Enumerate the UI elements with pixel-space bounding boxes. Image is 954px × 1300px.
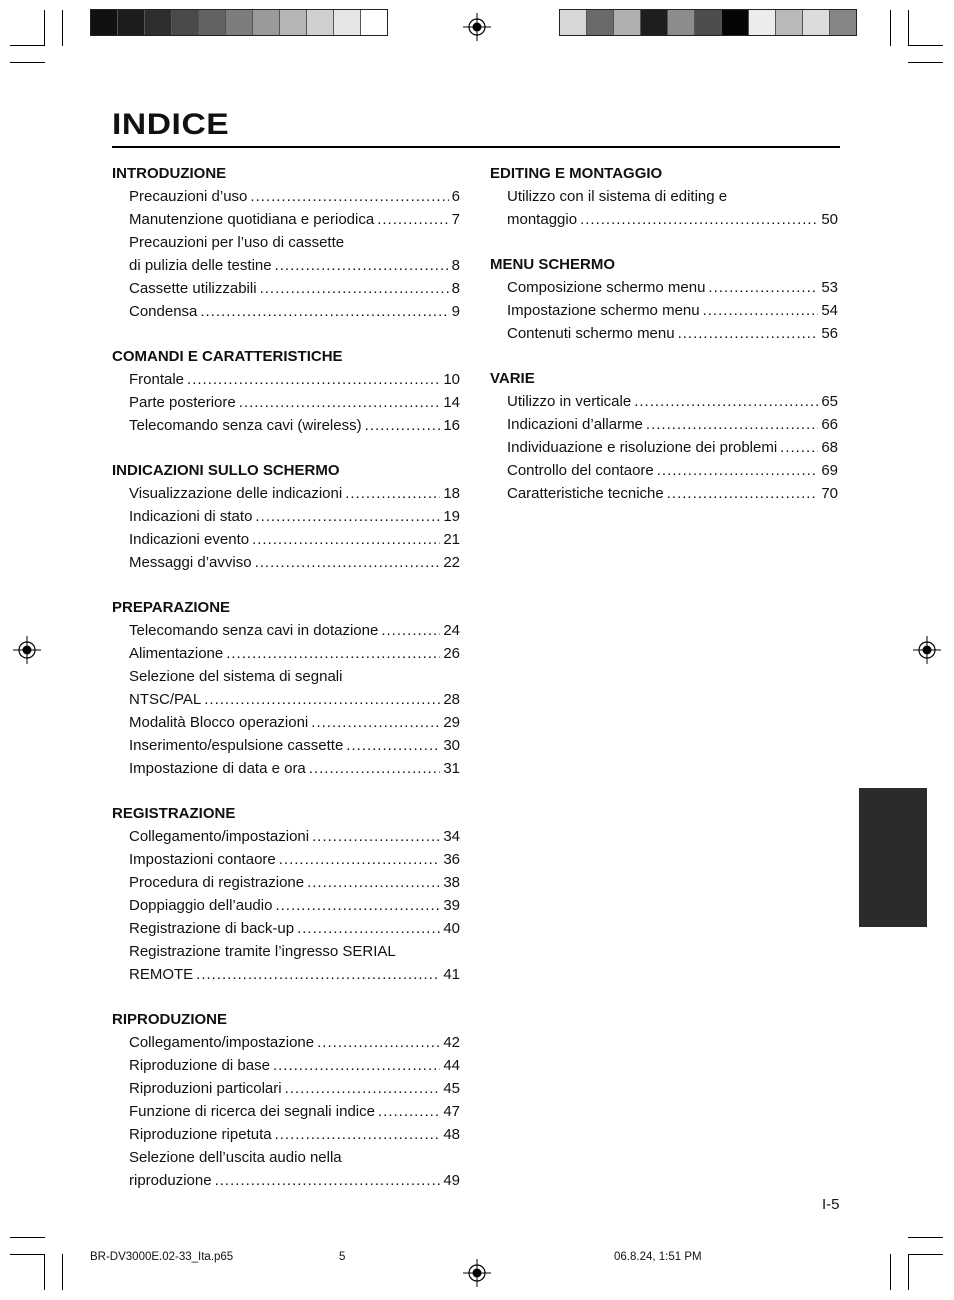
toc-entry-page: 70	[821, 485, 838, 502]
toc-section	[490, 367, 838, 505]
dot-leader	[657, 459, 819, 482]
dot-leader	[204, 688, 440, 711]
toc-entry-page: 38	[443, 874, 460, 891]
dot-leader	[309, 757, 441, 780]
dot-leader	[275, 894, 440, 917]
toc-entry-text: Selezione dell’uscita audio nella	[129, 1149, 342, 1166]
toc-entry-text: Caratteristiche tecniche	[507, 485, 664, 502]
toc-entry-page: 30	[443, 737, 460, 754]
dot-leader	[646, 413, 818, 436]
toc-entry[interactable]	[112, 642, 460, 665]
color-calibration-bar-right	[559, 9, 857, 36]
color-swatch	[280, 10, 307, 35]
registration-mark-icon	[13, 636, 41, 664]
toc-entry[interactable]	[490, 322, 838, 345]
toc-entry-page: 47	[443, 1103, 460, 1120]
toc-entry-text: Visualizzazione delle indicazioni	[129, 485, 343, 502]
dot-leader	[678, 322, 819, 345]
dot-leader	[196, 963, 440, 986]
toc-entry[interactable]	[112, 1031, 460, 1054]
toc-entry-text: Selezione del sistema di segnali	[129, 668, 343, 685]
toc-entry-page: 44	[443, 1057, 460, 1074]
crop-mark	[908, 10, 909, 46]
toc-entry-page: 29	[443, 714, 460, 731]
toc-entry-text: Condensa	[129, 303, 198, 320]
toc-entry[interactable]	[490, 390, 838, 413]
dot-leader	[187, 368, 440, 391]
toc-section	[112, 162, 460, 323]
toc-entry[interactable]	[112, 825, 460, 848]
crop-mark	[890, 10, 891, 46]
crop-mark	[908, 1254, 909, 1290]
toc-entry-page: 42	[443, 1034, 460, 1051]
color-swatch	[803, 10, 830, 35]
toc-entry[interactable]	[112, 963, 460, 986]
color-swatch	[587, 10, 614, 35]
toc-entry-page: 68	[821, 439, 838, 456]
toc-entry-page: 26	[443, 645, 460, 662]
section-title: INDICAZIONI SULLO SCHERMO	[112, 462, 340, 479]
footer-page: 5	[339, 1251, 346, 1263]
toc-entry[interactable]	[112, 711, 460, 734]
toc-entry[interactable]	[112, 1123, 460, 1146]
section-title: COMANDI E CARATTERISTICHE	[112, 348, 343, 365]
toc-entry-text: Parte posteriore	[129, 394, 236, 411]
toc-entry-page: 18	[443, 485, 460, 502]
toc-entry-page: 36	[443, 851, 460, 868]
toc-entry-text: Riproduzioni particolari	[129, 1080, 282, 1097]
toc-section	[112, 802, 460, 986]
toc-entry[interactable]	[112, 528, 460, 551]
toc-entry-page: 10	[443, 371, 460, 388]
toc-entry-text: Impostazione schermo menu	[507, 302, 700, 319]
dot-leader	[239, 391, 441, 414]
crop-mark	[908, 45, 943, 46]
toc-entry[interactable]	[112, 757, 460, 780]
dot-leader	[279, 848, 441, 871]
toc-entry-text: Telecomando senza cavi in dotazione	[129, 622, 379, 639]
dot-leader	[377, 208, 448, 231]
toc-entry-page: 31	[443, 760, 460, 777]
color-swatch	[307, 10, 334, 35]
color-swatch	[91, 10, 118, 35]
toc-section	[112, 459, 460, 574]
toc-entry-page: 45	[443, 1080, 460, 1097]
dot-leader	[703, 299, 819, 322]
dot-leader	[275, 1123, 441, 1146]
color-swatch	[749, 10, 776, 35]
color-swatch	[226, 10, 253, 35]
color-swatch	[118, 10, 145, 35]
crop-mark	[10, 1237, 45, 1238]
color-swatch	[668, 10, 695, 35]
color-swatch	[722, 10, 749, 35]
toc-entry-text: Registrazione tramite l’ingresso SERIAL	[129, 943, 396, 960]
dot-leader	[634, 390, 818, 413]
section-tab	[859, 788, 927, 927]
toc-entry-text: riproduzione	[129, 1172, 212, 1189]
toc-entry-text: Indicazioni d’allarme	[507, 416, 643, 433]
dot-leader	[297, 917, 440, 940]
dot-leader	[255, 505, 440, 528]
toc-entry[interactable]	[112, 848, 460, 871]
toc-right-column	[490, 162, 838, 527]
color-swatch	[334, 10, 361, 35]
toc-section	[112, 596, 460, 780]
toc-entry-page: 69	[821, 462, 838, 479]
toc-entry-text: Registrazione di back-up	[129, 920, 295, 937]
toc-entry[interactable]	[112, 277, 460, 300]
toc-entry[interactable]	[490, 436, 838, 459]
crop-mark	[44, 10, 45, 46]
dot-leader	[381, 619, 440, 642]
section-title: PREPARAZIONE	[112, 599, 231, 616]
toc-entry-page: 14	[443, 394, 460, 411]
toc-entry-text: Contenuti schermo menu	[507, 325, 675, 342]
dot-leader	[312, 825, 440, 848]
toc-entry[interactable]	[112, 185, 460, 208]
color-swatch	[614, 10, 641, 35]
color-swatch	[560, 10, 587, 35]
page-title: INDICE	[112, 108, 230, 141]
color-swatch	[830, 10, 856, 35]
dot-leader	[215, 1169, 441, 1192]
toc-entry-text: Messaggi d’avviso	[129, 554, 252, 571]
toc-entry[interactable]	[490, 276, 838, 299]
dot-leader	[378, 1100, 440, 1123]
toc-entry-text: Alimentazione	[129, 645, 224, 662]
toc-entry-text: Riproduzione ripetuta	[129, 1126, 272, 1143]
toc-entry-page: 54	[821, 302, 838, 319]
color-swatch	[695, 10, 722, 35]
toc-left-column	[112, 162, 460, 1214]
crop-mark	[10, 1254, 45, 1255]
toc-entry[interactable]	[112, 734, 460, 757]
section-title: INTRODUZIONE	[112, 165, 227, 182]
registration-mark-icon	[913, 636, 941, 664]
toc-entry-page: 16	[443, 417, 460, 434]
crop-mark	[10, 62, 45, 63]
toc-entry-page: 9	[451, 303, 460, 320]
toc-entry[interactable]	[490, 459, 838, 482]
dot-leader	[226, 642, 440, 665]
toc-entry[interactable]	[490, 208, 838, 231]
toc-entry[interactable]	[112, 551, 460, 574]
toc-entry[interactable]	[112, 208, 460, 231]
toc-entry-text: Controllo del contaore	[507, 462, 654, 479]
toc-entry[interactable]	[112, 300, 460, 323]
dot-leader	[307, 871, 440, 894]
dot-leader	[250, 185, 448, 208]
toc-entry-page: 34	[443, 828, 460, 845]
dot-leader	[780, 436, 818, 459]
toc-entry-page: 28	[443, 691, 460, 708]
color-swatch	[253, 10, 280, 35]
color-calibration-bar-left	[90, 9, 388, 36]
footer-date: 06.8.24, 1:51 PM	[614, 1251, 702, 1263]
toc-entry-text: Funzione di ricerca dei segnali indice	[129, 1103, 375, 1120]
toc-entry-text: montaggio	[507, 211, 578, 228]
dot-leader	[346, 734, 440, 757]
toc-entry-text: Indicazioni di stato	[129, 508, 253, 525]
toc-entry-text: Utilizzo con il sistema di editing e	[507, 188, 728, 205]
toc-entry[interactable]	[112, 368, 460, 391]
toc-entry-text: Modalità Blocco operazioni	[129, 714, 309, 731]
toc-entry[interactable]	[112, 871, 460, 894]
color-swatch	[641, 10, 668, 35]
toc-entry[interactable]	[112, 894, 460, 917]
title-rule	[112, 146, 840, 148]
toc-entry-text: Indicazioni evento	[129, 531, 250, 548]
dot-leader	[311, 711, 440, 734]
toc-entry[interactable]	[112, 1077, 460, 1100]
toc-entry-page: 8	[451, 257, 460, 274]
toc-section	[112, 345, 460, 437]
toc-entry-page: 48	[443, 1126, 460, 1143]
toc-entry-page: 66	[821, 416, 838, 433]
page-number: I-5	[822, 1196, 840, 1213]
toc-entry[interactable]	[112, 1169, 460, 1192]
toc-entry-text: Impostazione di data e ora	[129, 760, 306, 777]
footer-file: BR-DV3000E.02-33_Ita.p65	[90, 1251, 234, 1263]
crop-mark	[890, 1254, 891, 1290]
toc-entry[interactable]	[490, 413, 838, 436]
toc-entry[interactable]	[112, 1054, 460, 1077]
toc-entry-page: 8	[451, 280, 460, 297]
dot-leader	[275, 254, 449, 277]
toc-entry-text: di pulizia delle testine	[129, 257, 272, 274]
toc-entry-text: Telecomando senza cavi (wireless)	[129, 417, 362, 434]
toc-entry[interactable]	[490, 482, 838, 505]
toc-entry-page: 7	[451, 211, 460, 228]
toc-entry-text: Inserimento/espulsione cassette	[129, 737, 344, 754]
toc-entry-page: 39	[443, 897, 460, 914]
toc-entry-text: NTSC/PAL	[129, 691, 202, 708]
color-swatch	[199, 10, 226, 35]
toc-entry-page: 41	[443, 966, 460, 983]
dot-leader	[200, 300, 448, 323]
toc-entry[interactable]	[112, 505, 460, 528]
dot-leader	[345, 482, 440, 505]
toc-entry-text: Doppiaggio dell’audio	[129, 897, 273, 914]
toc-section	[490, 253, 838, 345]
toc-entry[interactable]	[112, 391, 460, 414]
toc-entry-page: 53	[821, 279, 838, 296]
toc-entry-text: Manutenzione quotidiana e periodica	[129, 211, 375, 228]
toc-entry-text: Utilizzo in verticale	[507, 393, 632, 410]
toc-entry-text: Procedura di registrazione	[129, 874, 305, 891]
crop-mark	[908, 1254, 943, 1255]
toc-entry[interactable]	[112, 254, 460, 277]
toc-entry-text: Composizione schermo menu	[507, 279, 706, 296]
toc-entry-text: Precauzioni per l’uso di cassette	[129, 234, 345, 251]
dot-leader	[285, 1077, 441, 1100]
toc-entry[interactable]	[112, 917, 460, 940]
toc-entry-page: 22	[443, 554, 460, 571]
toc-entry-page: 24	[443, 622, 460, 639]
crop-mark	[62, 10, 63, 46]
section-title: MENU SCHERMO	[490, 256, 616, 273]
toc-entry-page: 56	[821, 325, 838, 342]
section-title: RIPRODUZIONE	[112, 1011, 228, 1028]
toc-section	[112, 1008, 460, 1192]
toc-section	[490, 162, 838, 231]
toc-entry-text: Precauzioni d’uso	[129, 188, 248, 205]
crop-mark	[44, 1254, 45, 1290]
dot-leader	[273, 1054, 440, 1077]
toc-entry-page: 65	[821, 393, 838, 410]
toc-entry[interactable]	[112, 688, 460, 711]
crop-mark	[908, 62, 943, 63]
color-swatch	[361, 10, 387, 35]
toc-entry[interactable]	[112, 1100, 460, 1123]
color-swatch	[172, 10, 199, 35]
toc-entry-page: 21	[443, 531, 460, 548]
dot-leader	[667, 482, 819, 505]
toc-entry[interactable]	[112, 414, 460, 437]
crop-mark	[10, 45, 45, 46]
toc-entry-text: Cassette utilizzabili	[129, 280, 257, 297]
dot-leader	[260, 277, 449, 300]
toc-entry-text: Impostazioni contaore	[129, 851, 276, 868]
toc-entry[interactable]	[112, 619, 460, 642]
section-title: EDITING E MONTAGGIO	[490, 165, 663, 182]
registration-mark-icon	[463, 13, 491, 41]
toc-entry-text: Collegamento/impostazione	[129, 1034, 315, 1051]
dot-leader	[255, 551, 441, 574]
toc-entry-text: Frontale	[129, 371, 185, 388]
toc-entry-text: Individuazione e risoluzione dei problemi	[507, 439, 778, 456]
dot-leader	[252, 528, 440, 551]
toc-entry-page: 49	[443, 1172, 460, 1189]
dot-leader	[317, 1031, 440, 1054]
dot-leader	[708, 276, 818, 299]
toc-entry-text: Riproduzione di base	[129, 1057, 270, 1074]
toc-entry[interactable]	[112, 482, 460, 505]
dot-leader	[365, 414, 441, 437]
toc-entry[interactable]	[490, 299, 838, 322]
dot-leader	[580, 208, 818, 231]
toc-entry-text: REMOTE	[129, 966, 194, 983]
toc-entry-page: 6	[451, 188, 460, 205]
registration-mark-icon	[463, 1259, 491, 1287]
toc-entry-page: 19	[443, 508, 460, 525]
crop-mark	[908, 1237, 943, 1238]
toc-entry-text: Collegamento/impostazioni	[129, 828, 310, 845]
toc-entry-page: 50	[821, 211, 838, 228]
section-title: VARIE	[490, 370, 535, 387]
color-swatch	[776, 10, 803, 35]
crop-mark	[62, 1254, 63, 1290]
color-swatch	[145, 10, 172, 35]
toc-entry-page: 40	[443, 920, 460, 937]
section-title: REGISTRAZIONE	[112, 805, 236, 822]
